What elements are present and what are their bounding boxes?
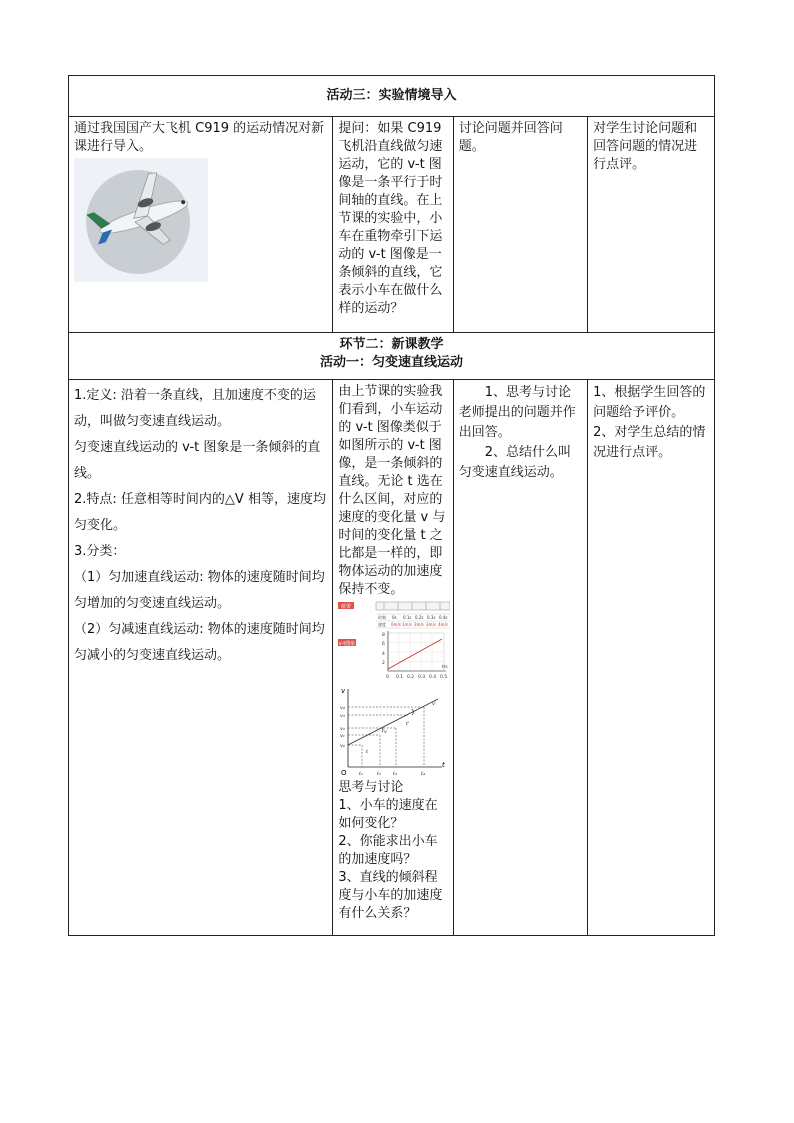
- section2-heading: [69, 333, 715, 380]
- ytick-2: 2: [382, 661, 386, 666]
- student-activity-1: 1、思考与讨论老师提出的问题并作出回答。: [458, 385, 576, 440]
- v1-label: v₁: [340, 733, 346, 739]
- definition-text: 1.定义: 沿着一条直线，且加速度不变的运动，叫做匀变速直线运动。: [74, 388, 316, 429]
- speed-3: 3m/s: [426, 622, 437, 627]
- intro-teacher-text: 对学生讨论问题和回答问题的情况进行点评。: [593, 121, 698, 172]
- activity3-heading: 活动三：实验情境导入: [69, 76, 715, 117]
- time-4: 0.4s: [439, 615, 448, 620]
- t3-label: t₃: [393, 771, 398, 777]
- student-activity-2: 2、总结什么叫匀变速直线运动。: [458, 445, 572, 480]
- speed-0: 0m/s: [391, 622, 402, 627]
- dv2-label: v': [432, 701, 437, 707]
- discussion-q2: 2、你能求出小车的加速度吗？: [338, 834, 438, 867]
- dt1-label: t: [366, 749, 369, 755]
- v0-label: v₀: [340, 743, 346, 749]
- fig2-origin: O: [341, 769, 347, 777]
- intro-text: 通过我国国产大飞机 C919 的运动情况对新课进行导入。: [74, 121, 325, 154]
- time-row-label: 时刻: [378, 615, 387, 620]
- discussion-q1: 1、小车的速度在如何变化？: [338, 798, 438, 831]
- xtick-0: 0: [386, 675, 390, 680]
- xtick-1: 0.1: [396, 675, 404, 680]
- fig2-y-axis: v: [341, 687, 346, 695]
- intro-question-text: 提问：如果 C919 飞机沿直线做匀速运动，它的 v-t 图像是一条平行于时间轴的直线。在上节课的实验中，小车在重物牵引下运动的 v-t 图像是一条倾斜的直线，它表示小车在做什么样的运动？: [338, 121, 443, 316]
- teacher-activity-1: 1、根据学生回答的问题给予评价。: [593, 385, 706, 420]
- explanation-text: 由上节课的实验我们看到，小车运动的 v-t 图像类似于如图所示的 v-t 图像，是一条倾斜的直线。无论 t 选在什么区间，对应的速度的变化量 v 与时间的变化量 t 之比都是一样的，即物体运动的加速度保持不变。: [338, 384, 446, 597]
- accelerate-text: （1）匀加速直线运动: 物体的速度随时间均匀增加的匀变速直线运动。: [74, 570, 325, 611]
- dv1-label: v: [384, 729, 388, 735]
- speed-row-label: 速度: [378, 622, 387, 627]
- fig2-x-axis: t: [442, 761, 446, 769]
- time-1: 0.1s: [403, 615, 412, 620]
- vt-slope-figure: [338, 685, 450, 777]
- activity1-heading: 活动一：匀变速直线运动: [319, 355, 463, 370]
- fig2-line: [348, 699, 438, 745]
- c919-airplane-image: [74, 158, 208, 282]
- speed-4: 4m/s: [438, 622, 449, 627]
- xtick-3: 0.3: [418, 675, 426, 680]
- v3-label: v₃: [340, 713, 346, 719]
- speed-1: 1m/s: [402, 622, 413, 627]
- intro-question-cell: [333, 117, 453, 333]
- feature-text: 2.特点: 任意相等时间内的△V 相等，速度均匀变化。: [74, 492, 326, 533]
- lesson-plan-table: [68, 75, 715, 936]
- time-0: 0s: [392, 615, 398, 620]
- link2-heading: 环节二：新课教学: [339, 337, 444, 352]
- teacher-activity-cell: [588, 380, 715, 936]
- tape-tag-label: 纸带: [341, 604, 352, 610]
- discussion-q3: 3、直线的倾斜程度与小车的加速度有什么关系？: [338, 870, 443, 921]
- v2-label: v₂: [340, 726, 346, 732]
- explanation-cell: [333, 380, 453, 936]
- x-unit: t/s: [442, 665, 449, 670]
- ytick-6: 6: [382, 642, 386, 647]
- airplane-icon: [74, 158, 208, 282]
- v4-label: v₄: [340, 705, 346, 711]
- intro-method-cell: [69, 117, 333, 333]
- intro-student-text: 讨论问题并回答问题。: [458, 121, 563, 154]
- vt-graph-text: 匀变速直线运动的 v-t 图象是一条倾斜的直线。: [74, 440, 321, 481]
- ytick-8: 8: [382, 633, 386, 638]
- speed-2: 2m/s: [414, 622, 425, 627]
- xtick-4: 0.4: [429, 675, 437, 680]
- t4-label: t₄: [421, 771, 426, 777]
- intro-student-cell: [453, 117, 587, 333]
- dt2-label: t': [406, 721, 410, 727]
- xtick-2: 0.2: [407, 675, 415, 680]
- definition-cell: [69, 380, 333, 936]
- t2-label: t₂: [377, 771, 382, 777]
- student-activity-cell: [453, 380, 587, 936]
- time-3: 0.3s: [427, 615, 436, 620]
- discussion-block: [338, 779, 447, 923]
- paper-tape: [376, 602, 450, 610]
- teacher-activity-2: 2、对学生总结的情况进行点评。: [593, 425, 706, 460]
- discussion-title: 思考与讨论: [338, 780, 404, 795]
- vt-tag-label: v-t图象: [339, 641, 356, 647]
- t1-label: t₁: [359, 771, 364, 777]
- time-2: 0.2s: [415, 615, 424, 620]
- decelerate-text: （2）匀减速直线运动: 物体的速度随时间均匀减小的匀变速直线运动。: [74, 622, 325, 663]
- intro-teacher-cell: [588, 117, 715, 333]
- xtick-5: 0.5: [440, 675, 448, 680]
- category-title: 3.分类：: [74, 544, 126, 559]
- tape-and-graph-figure: [338, 601, 450, 683]
- ytick-4: 4: [382, 652, 386, 657]
